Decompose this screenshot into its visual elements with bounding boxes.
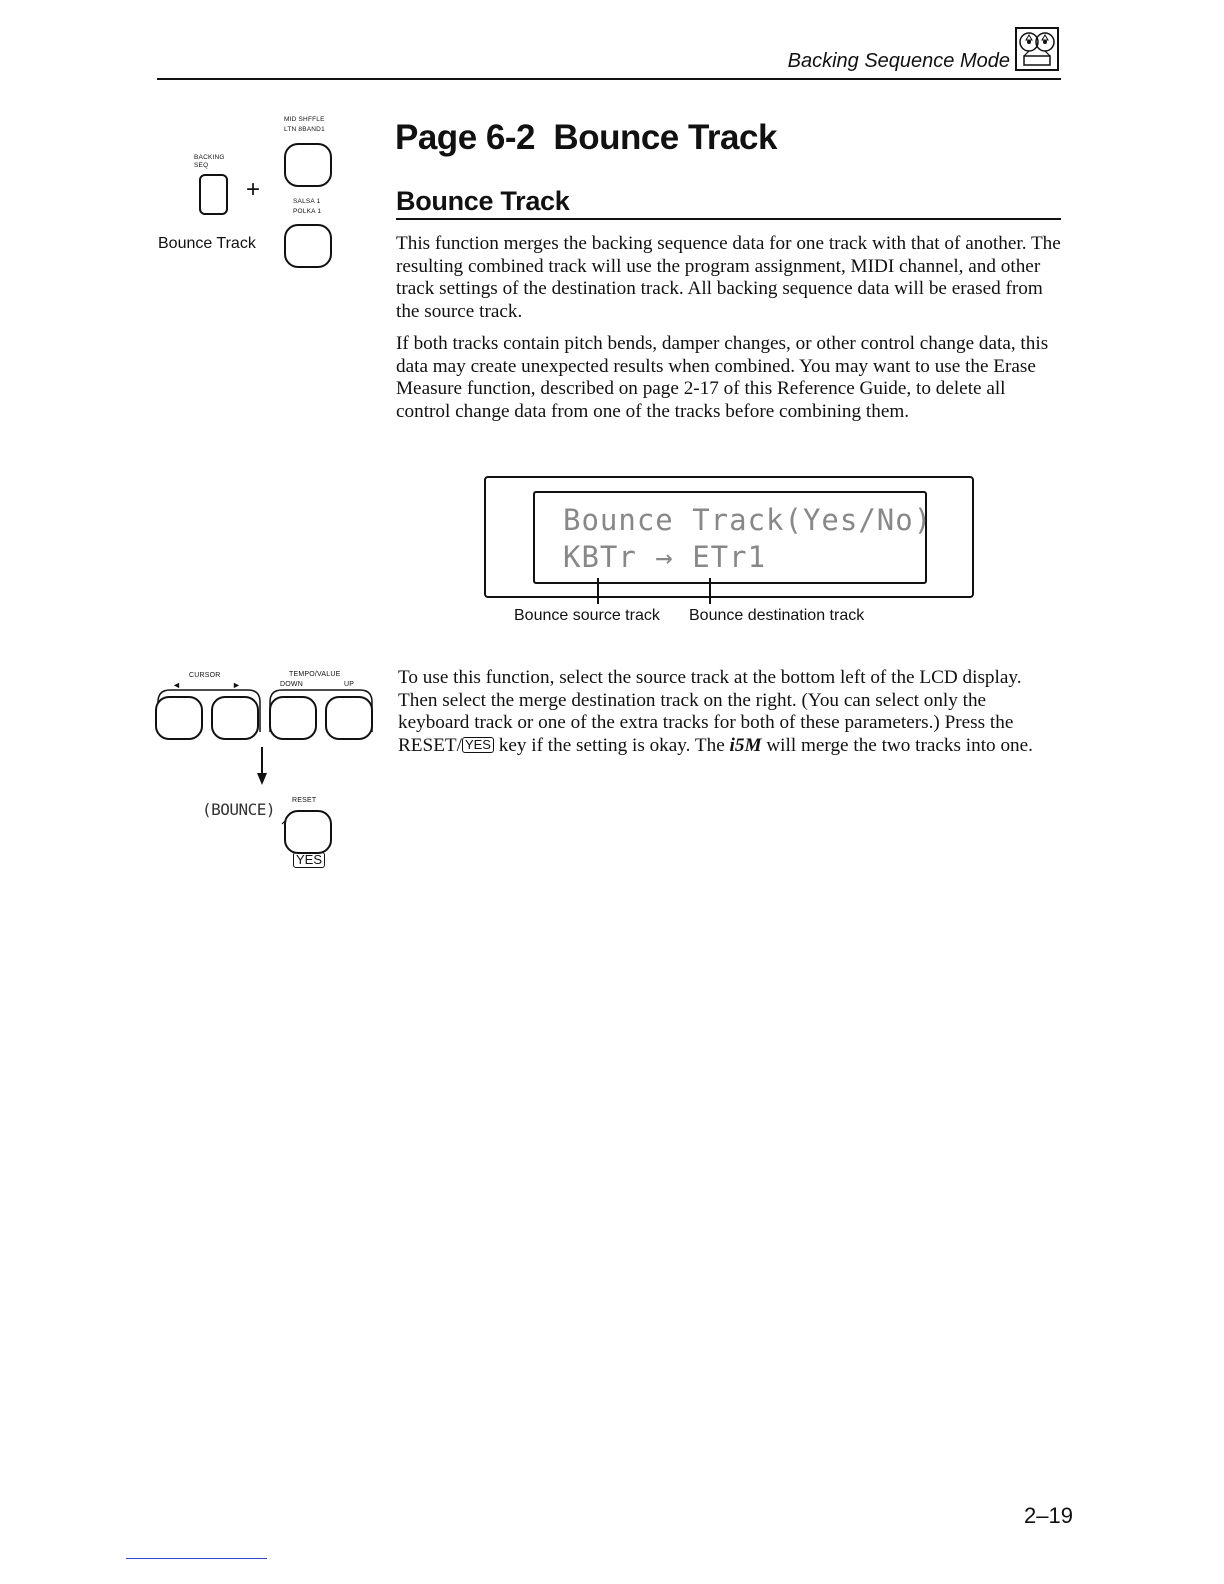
yes-key-label <box>293 852 325 871</box>
paragraph-instructions <box>398 667 1062 757</box>
mid-shuffle-button[interactable] <box>284 143 332 187</box>
model-name: i5M <box>729 734 762 756</box>
callout-line-destination <box>709 578 711 604</box>
header-rule <box>157 78 1061 80</box>
label-polka: POLKA 1 <box>293 208 322 215</box>
paragraph-intro: This function merges the backing sequence data for one track with that of another. The resulting combined track will use the program assignment, MIDI channel, and other track settings of the destination track. All backing sequence data will be erased from the source track. <box>396 233 1061 322</box>
salsa-polka-button[interactable] <box>284 224 332 268</box>
bounce-track-label: Bounce Track <box>158 235 256 252</box>
page-title: Page 6-2 Bounce Track <box>395 118 777 157</box>
cursor-left-arrow-icon: ◄ <box>172 680 181 690</box>
callout-line-source <box>597 578 599 604</box>
lcd-line-2: KBTr → ETr1 <box>563 540 767 574</box>
value-down-button[interactable] <box>269 696 317 740</box>
callout-destination-track: Bounce destination track <box>689 607 865 624</box>
yes-key-text: YES <box>293 852 325 868</box>
footer-rule <box>126 1558 267 1559</box>
label-salsa: SALSA 1 <box>293 198 321 205</box>
reset-yes-button[interactable] <box>284 810 332 854</box>
section-rule <box>396 218 1061 220</box>
inline-yes-key: YES <box>462 737 494 753</box>
lcd-line-1: Bounce Track(Yes/No) <box>563 503 933 537</box>
page-number: 2–19 <box>1024 1503 1073 1528</box>
label-tempo-value: TEMPO/VALUE <box>289 671 341 678</box>
cursor-right-button[interactable] <box>211 696 259 740</box>
instructions-text-2: key if the setting is okay. The <box>493 734 730 756</box>
callout-source-track: Bounce source track <box>514 607 660 624</box>
section-title: Bounce Track <box>396 186 570 216</box>
label-down: DOWN <box>280 681 303 688</box>
down-arrow-icon <box>252 745 272 787</box>
running-header-title: Backing Sequence Mode <box>787 50 1010 72</box>
reel-tape-icon <box>1014 26 1060 72</box>
paragraph-warning: If both tracks contain pitch bends, damper changes, or other control change data, this data may create unexpected results when combined. You may want to use the Erase Measure function, described on page 2-17 of this Reference Guide, to delete all control change data from one of the tracks before combining them. <box>396 333 1049 422</box>
instructions-text-1: To use this function, select the source track at the bottom left of the LCD display. Then select the merge destination track on the right. (You can select only the keyboard track or one of the extra tracks for both of these parameters.) Press the RESET/ <box>398 667 1022 756</box>
value-up-button[interactable] <box>325 696 373 740</box>
label-up: UP <box>344 681 355 688</box>
label-ltn-8band: LTN 8BAND1 <box>284 126 325 133</box>
cursor-right-arrow-icon: ► <box>232 680 241 690</box>
bounce-lcd-label: (BOUNCE) <box>202 800 276 819</box>
instructions-text-3: will merge the two tracks into one. <box>761 734 1033 756</box>
label-reset: RESET <box>292 797 317 804</box>
plus-sign: + <box>246 176 261 203</box>
label-mid-shuffle: MID SHFFLE <box>284 116 325 123</box>
backing-seq-button[interactable] <box>199 174 228 215</box>
label-backing-seq: BACKING SEQ <box>194 154 225 169</box>
cursor-left-button[interactable] <box>155 696 203 740</box>
label-cursor: CURSOR <box>189 672 221 679</box>
